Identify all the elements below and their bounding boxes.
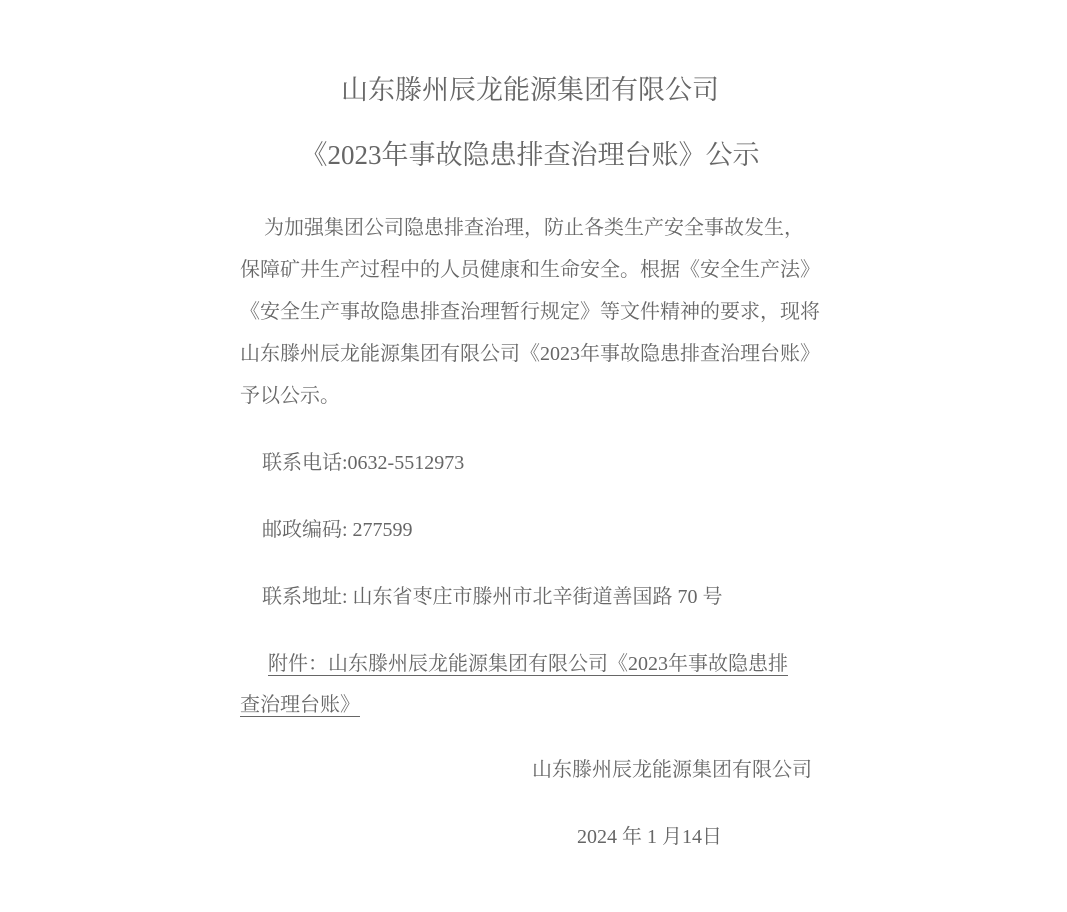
attachment-link-line[interactable]: 附件：山东滕州辰龙能源集团有限公司《2023年事故隐患排 [268, 653, 788, 675]
paragraph-line: 山东滕州辰龙能源集团有限公司《2023年事故隐患排查治理台账》 [240, 343, 820, 365]
body-paragraph [240, 207, 820, 417]
document-subtitle: 《2023年事故隐患排查治理台账》公示 [300, 140, 760, 170]
paragraph-line: 保障矿井生产过程中的人员健康和生命安全。根据《安全生产法》 [240, 259, 820, 281]
attachment-link-line[interactable]: 查治理台账》 [240, 694, 360, 716]
document-content [240, 0, 820, 858]
paragraph-line: 《安全生产事故隐患排查治理暂行规定》等文件精神的要求，现将 [240, 301, 820, 323]
attachment-link[interactable] [240, 644, 820, 726]
contact-address-line: 联系地址: 山东省枣庄市滕州市北辛街道善国路 70 号 [262, 586, 723, 608]
document-title: 山东滕州辰龙能源集团有限公司 [341, 75, 719, 105]
postal-code-line: 邮政编码: 277599 [262, 519, 413, 541]
paragraph-line: 为加强集团公司隐患排查治理，防止各类生产安全事故发生， [264, 217, 804, 239]
contact-phone-line: 联系电话:0632-5512973 [262, 452, 465, 474]
signature-line: 山东滕州辰龙能源集团有限公司 [532, 759, 812, 781]
paragraph-line: 予以公示。 [240, 385, 340, 407]
date-line: 2024 年 1 月14日 [577, 826, 722, 848]
